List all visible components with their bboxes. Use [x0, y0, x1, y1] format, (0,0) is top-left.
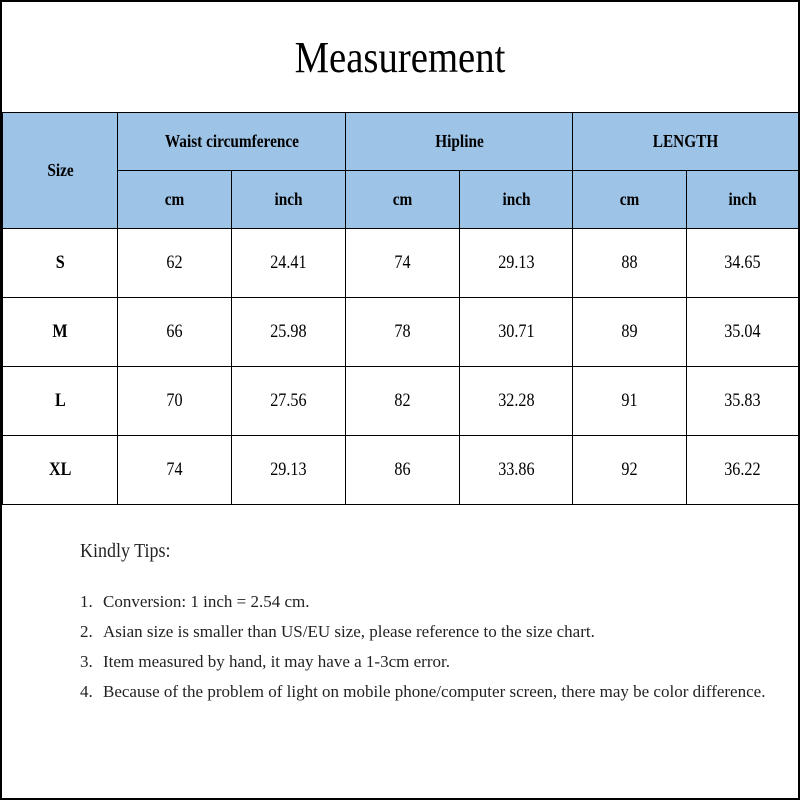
size-column-header: Size: [3, 113, 118, 229]
table-header-row: [3, 113, 799, 171]
table-row: [3, 436, 799, 505]
tip-number: 4.: [80, 682, 93, 701]
measurement-cell: 62: [118, 229, 232, 298]
measurement-cell: 35.04: [687, 298, 799, 367]
tip-number: 3.: [80, 652, 93, 671]
measurement-cell: 82: [346, 367, 460, 436]
tip-text: Conversion: 1 inch = 2.54 cm.: [103, 592, 310, 611]
kindly-tips: [80, 540, 770, 707]
measurement-cell: 91: [573, 367, 687, 436]
size-cell: L: [3, 367, 118, 436]
unit-header: cm: [573, 171, 687, 229]
size-cell: S: [3, 229, 118, 298]
measurement-cell: 33.86: [460, 436, 573, 505]
tip-item: [80, 617, 770, 647]
measurement-cell: 74: [118, 436, 232, 505]
tips-title: Kindly Tips:: [80, 540, 171, 562]
table-row: [3, 298, 799, 367]
unit-header-row: [3, 171, 799, 229]
tip-number: 2.: [80, 622, 93, 641]
hipline-header: Hipline: [346, 113, 573, 171]
table-row: [3, 367, 799, 436]
size-chart-table: [2, 112, 799, 505]
measurement-cell: 89: [573, 298, 687, 367]
tip-text: Item measured by hand, it may have a 1-3cm error.: [103, 652, 450, 671]
table-row: [3, 229, 799, 298]
tips-list: [80, 587, 770, 707]
measurement-cell: 66: [118, 298, 232, 367]
measurement-cell: 35.83: [687, 367, 799, 436]
measurement-cell: 27.56: [232, 367, 346, 436]
measurement-cell: 30.71: [460, 298, 573, 367]
measurement-cell: 32.28: [460, 367, 573, 436]
measurement-cell: 74: [346, 229, 460, 298]
measurement-cell: 36.22: [687, 436, 799, 505]
measurement-cell: 88: [573, 229, 687, 298]
tip-item: [80, 677, 770, 707]
tip-text: Asian size is smaller than US/EU size, please reference to the size chart.: [103, 622, 595, 641]
tip-item: [80, 587, 770, 617]
unit-header: cm: [118, 171, 232, 229]
unit-header: cm: [346, 171, 460, 229]
measurement-cell: 25.98: [232, 298, 346, 367]
unit-header: inch: [460, 171, 573, 229]
measurement-cell: 92: [573, 436, 687, 505]
size-cell: XL: [3, 436, 118, 505]
tip-number: 1.: [80, 592, 93, 611]
tip-text: Because of the problem of light on mobile phone/computer screen, there may be color difference.: [103, 682, 766, 701]
unit-header: inch: [687, 171, 799, 229]
measurement-cell: 86: [346, 436, 460, 505]
waist-header: Waist circumference: [118, 113, 346, 171]
measurement-cell: 29.13: [460, 229, 573, 298]
size-cell: M: [3, 298, 118, 367]
measurement-cell: 34.65: [687, 229, 799, 298]
tip-item: [80, 647, 770, 677]
length-header: LENGTH: [573, 113, 799, 171]
unit-header: inch: [232, 171, 346, 229]
page-title: Measurement: [294, 32, 506, 82]
measurement-cell: 24.41: [232, 229, 346, 298]
measurement-cell: 78: [346, 298, 460, 367]
measurement-cell: 29.13: [232, 436, 346, 505]
measurement-cell: 70: [118, 367, 232, 436]
